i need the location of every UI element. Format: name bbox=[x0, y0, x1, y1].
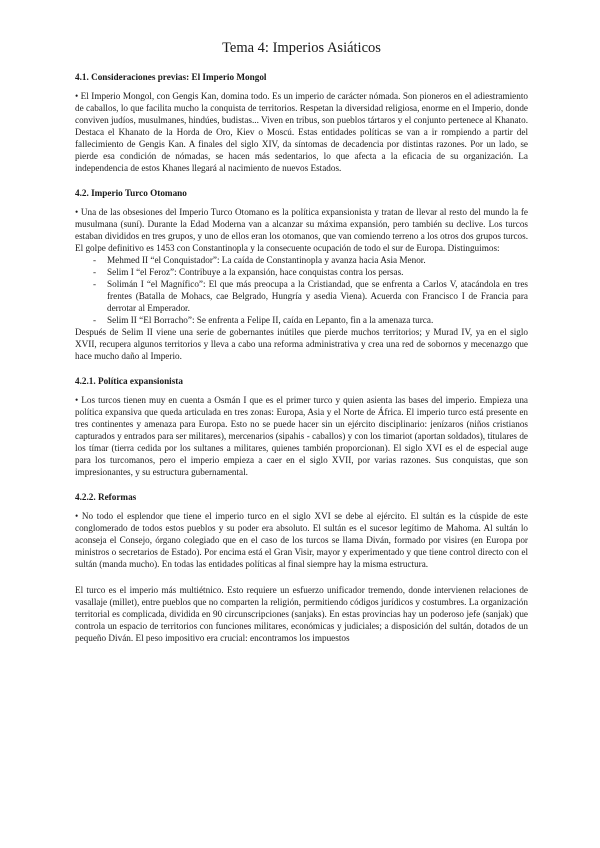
section-heading-4-2: 4.2. Imperio Turco Otomano bbox=[75, 188, 187, 198]
list-item-soliman: - Solimán I “el Magnífico”: El que más preocupa a la Cristiandad, que se enfrenta a Carlos V, atacándola en tres frentes (Batalla de Mohacs, cae Belgrado, Hungría y asedia Viena). Acuerda con Francisco I de Francia para derrotar al Emperador. bbox=[93, 278, 528, 314]
section-heading-4-2-2: 4.2.2. Reformas bbox=[75, 492, 137, 502]
paragraph-expansion: • Los turcos tienen muy en cuenta a Osmán I que es el primer turco y quien asienta las bases del imperio. Empieza una política expansiva que queda articulada en tres zonas: Europa, Asia y el Norte de África. El imperio turco está presente en tres continentes y amenaza para Europa. Esto no se puede hacer sin un ejército disciplinario: jenízaros (niños cristianos capturados y entrados para ser militares), mercenarios (sipahis - caballos) y con los timariot (aportan soldados), titulares de los tímar (tierra cedida por los sultanes a militares, quienes también proporcionan). El siglo XVI es el de especial auge para los turcomanos, pero el imperio empieza a caer en el siglo XVII, por varias razones. Sus conquistas, que son impresionantes, y su estructura gubernamental. bbox=[75, 395, 528, 477]
paragraph-otomano: • Una de las obsesiones del Imperio Turco Otomano es la política expansionista y tratan de llevar al resto del mundo la fe musulmana (suní). Durante la Edad Moderna van a alcanzar su máxima expansión, pero también su declive. Los turcos estaban divididos en tres grupos, y uno de ellos eran los otomanos, que van comiendo terreno a los otros dos grupos turcos. El golpe definitivo es 1453 con Constantinopla y la consecuente ocupación de todo el sur de Europa. Distinguimos: bbox=[75, 207, 528, 253]
paragraph-after-list: Después de Selim II viene una serie de gobernantes inútiles que pierde muchos territorios; y Murad IV, ya en el siglo XVII, recupera algunos territorios y lleva a cabo una reforma administrativa y crea una red de sobornos y mecenazgo que hace mucho daño al Imperio. bbox=[75, 327, 528, 361]
paragraph-multietnico: El turco es el imperio más multiétnico. Esto requiere un esfuerzo unificador tremendo, donde intervienen relaciones de vasallaje (millet), entre pueblos que no comparten la religión, permitiendo códigos jurídicos y costumbres. La organización territorial es complicada, dividida en 90 circunscripciones (sanjaks). En estas provincias hay un poderoso jefe (sanjak) que controla un espacio de territorios con funciones militares, económicas y judiciales; a disposición del sultán, dotados de un pequeño Diván. El peso impositivo era crucial: encontramos los impuestos bbox=[75, 585, 528, 643]
paragraph-reformas: • No todo el esplendor que tiene el imperio turco en el siglo XVI se debe al ejército. El sultán es la cúspide de este conglomerado de todos estos pueblos y su poder era absoluto. El sultán es el sucesor legítimo de Mahoma. Al sultán lo aconseja el Consejo, órgano colegiado que en el caso de los turcos se llama Diván, formado por visires (en Europa por ministros o secretarios de Estado). Por encima está el Gran Visir, mayor y experimentado y que tiene control directo con el sultán (manda mucho). En todas las entidades políticas al final siempre hay la misma estructura. bbox=[75, 511, 528, 569]
section-heading-4-1: 4.1. Consideraciones previas: El Imperio Mongol bbox=[75, 72, 267, 82]
list-item-selim-ii: - Selim II “El Borracho”: Se enfrenta a Felipe II, caída en Lepanto, fin a la amenaza turca. bbox=[93, 314, 528, 326]
list-item-mehmed: - Mehmed II “el Conquistador”: La caída de Constantinopla y avanza hacia Asia Menor. bbox=[93, 254, 528, 266]
section-heading-4-2-1: 4.2.1. Política expansionista bbox=[75, 376, 183, 386]
sultan-list bbox=[75, 254, 528, 326]
document-title: Tema 4: Imperios Asiáticos bbox=[222, 40, 381, 56]
list-item-selim-i: - Selim I “el Feroz”: Contribuye a la expansión, hace conquistas contra los persas. bbox=[93, 266, 528, 278]
paragraph-mongol: • El Imperio Mongol, con Gengis Kan, domina todo. Es un imperio de carácter nómada. Son pioneros en el adiestramiento de caballos, lo que facilita mucho la conquista de territorios. Respetan la diversidad religiosa, enorme en el Imperio, donde conviven judíos, musulmanes, hindúes, budistas... Viven en tribus, son pueblos tártaros y el conjunto pertenece al Khanato. Destaca el Khanato de la Horda de Oro, Kiev o Moscú. Estas entidades políticas se van a ir rompiendo a partir del fallecimiento de Gengis Kan. A finales del siglo XIV, da síntomas de decadencia por distintas razones. Por un lado, se pierde esa condición de nómadas, se hacen más sedentarios, lo que afecta a la eficacia de su organización. La independencia de estos Khanes llegará al nacimiento de nuevos Estados. bbox=[75, 91, 528, 173]
